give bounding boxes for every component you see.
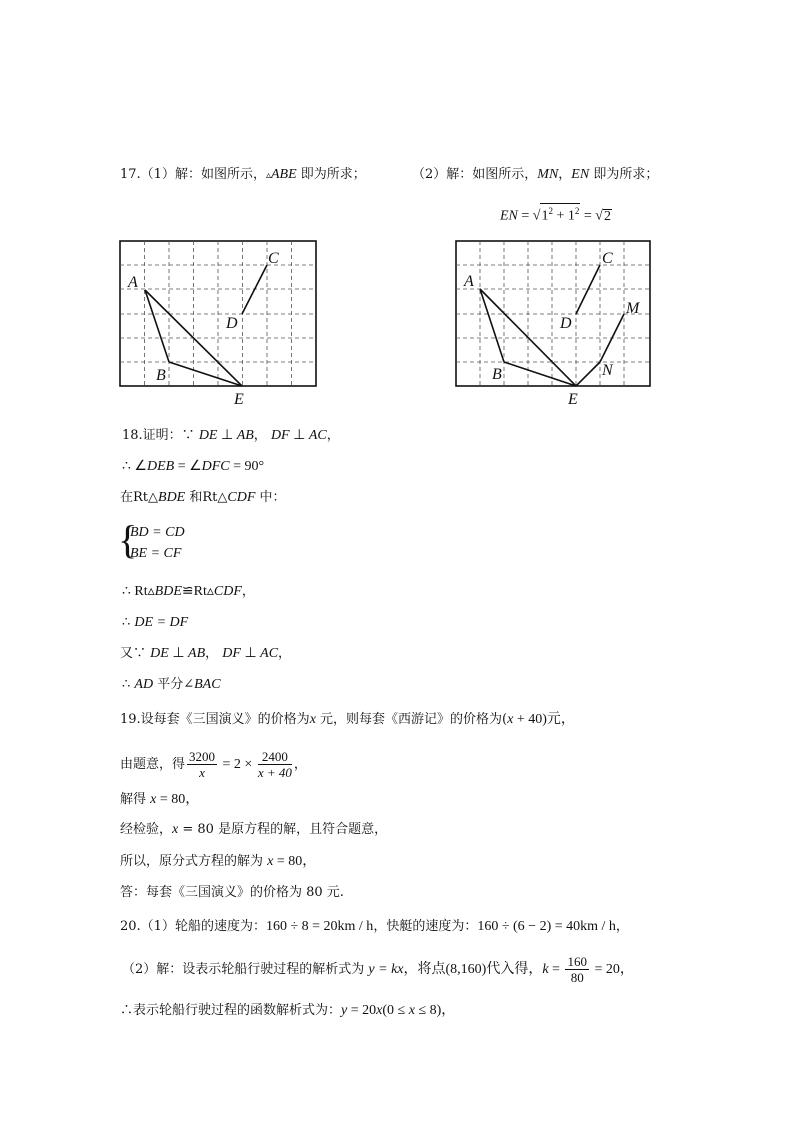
q18-l6-e: ， xyxy=(205,646,223,661)
fraction-numerator: 160 xyxy=(567,954,587,969)
q19-l5-a: 所以，原分式方程的解为 xyxy=(120,854,268,869)
q18-l6-i: ， xyxy=(278,646,292,661)
fraction-2400-x40 xyxy=(258,749,292,780)
q19-l2-a: 由题意，得 xyxy=(120,757,186,772)
q20-l1-c: ，快艇的速度为： xyxy=(373,919,478,934)
q20-l2-d: k xyxy=(542,962,549,977)
grid-border xyxy=(456,241,650,386)
exp-b: 2 xyxy=(574,206,580,216)
label-e: E xyxy=(234,391,244,408)
fraction-denominator: 80 xyxy=(570,970,584,985)
q19-l1-c: 元，则每套《西游记》的价格为( xyxy=(315,712,508,727)
q18-l6-b: DE xyxy=(150,646,169,661)
q18-l3-e: 中： xyxy=(255,490,286,505)
sqrt-sign: √ xyxy=(532,208,541,224)
q20-l2-a: （2）解：设表示轮船行驶过程的解析式为 xyxy=(122,962,369,977)
q19-l3-b: x xyxy=(150,792,157,807)
segment-cd xyxy=(576,265,600,314)
q18-l7-b: AD xyxy=(134,677,154,692)
fraction-160-80 xyxy=(565,954,589,985)
q18-l2-c: = ∠ xyxy=(174,459,202,474)
q19-l3-c: = 80， xyxy=(156,792,200,807)
q18-l2-b: DEB xyxy=(146,459,175,474)
fraction-denominator: x xyxy=(199,765,205,780)
q18-l2-e: = 90° xyxy=(229,459,265,474)
q18-l2-a: ∴ ∠ xyxy=(122,459,147,474)
q18-line-4 xyxy=(122,583,255,601)
q17-part2-line xyxy=(412,166,658,184)
q17-part1-line xyxy=(120,166,366,185)
q17-en-formula xyxy=(500,203,612,226)
q17-figure-1 xyxy=(112,236,332,408)
fraction-numerator: 2400 xyxy=(258,749,292,765)
q17-part1-suffix: 即为所求； xyxy=(296,167,366,182)
q18-l4-a: ∴ Rt▵ xyxy=(122,584,155,599)
q20-l2-f: = 20， xyxy=(590,962,634,977)
q19-line-4 xyxy=(120,821,387,839)
q18-line-5 xyxy=(122,614,188,632)
q18-l3-b: BDE xyxy=(158,490,186,505)
label-d: D xyxy=(226,315,238,332)
label-m: M xyxy=(626,300,640,317)
q18-l5-a: ∴ xyxy=(122,615,135,630)
grid-lines xyxy=(120,241,316,386)
q17-part2-suffix: 即为所求； xyxy=(589,167,659,182)
label-a: A xyxy=(464,273,474,290)
q18-l1-c: ⊥ xyxy=(217,428,237,443)
q18-l5-b: DE = DF xyxy=(134,615,189,630)
q20-l3-c: = 20 xyxy=(347,1003,377,1018)
q19-line-6 xyxy=(120,884,344,902)
q18-l1-g: ⊥ xyxy=(289,428,309,443)
radicand-a: 1 xyxy=(541,208,549,224)
q19-line-2 xyxy=(120,747,307,783)
label-e: E xyxy=(568,391,578,408)
q18-line-2 xyxy=(122,458,264,476)
q19-l1-a: 19.设每套《三国演义》的价格为 xyxy=(120,712,310,727)
q18-l4-c: ≌Rt▵ xyxy=(181,584,214,599)
q20-l3-f: x xyxy=(408,1003,415,1018)
q17-part2-mn: MN xyxy=(537,167,559,182)
formula-result: 2 xyxy=(603,208,611,224)
q18-l3-c: 和Rt△ xyxy=(185,490,228,505)
q18-l4-e: ， xyxy=(241,584,255,599)
q20-l1-e: ， xyxy=(615,919,629,934)
q18-l1-d: AB xyxy=(236,428,254,443)
label-c: C xyxy=(268,250,279,267)
q18-l6-a: 又∵ xyxy=(120,646,151,661)
q20-line-1 xyxy=(120,918,629,936)
q18-l1-h: AC xyxy=(308,428,327,443)
q18-l4-d: CDF xyxy=(213,584,242,599)
label-a: A xyxy=(128,274,138,291)
q18-l1-b: DE xyxy=(198,428,218,443)
q18-l1-i: ， xyxy=(326,428,340,443)
segment-cd xyxy=(242,265,267,314)
q18-line-3 xyxy=(120,489,286,507)
fraction-3200-x xyxy=(187,749,217,780)
q18-l1-f: DF xyxy=(270,428,290,443)
q20-l3-d: x xyxy=(376,1003,383,1018)
q19-line-1 xyxy=(120,711,575,729)
q18-l6-d: AB xyxy=(188,646,206,661)
grid-lines xyxy=(456,241,650,386)
q20-l1-b: 160 ÷ 8 = 20km / h xyxy=(265,919,374,934)
q18-l7-c: 平分∠ xyxy=(153,677,195,692)
q19-l4-b: x xyxy=(172,822,179,837)
q19-l1-d: x xyxy=(507,712,514,727)
label-d: D xyxy=(560,315,572,332)
q20-l3-a: ∴表示轮船行驶过程的函数解析式为： xyxy=(120,1003,342,1018)
fraction-numerator: 3200 xyxy=(189,749,216,764)
triangle-symbol: ▵ xyxy=(265,170,271,181)
q18-system-eq-1: BD = CD xyxy=(130,525,185,540)
label-b: B xyxy=(492,366,502,383)
q18-l1-a: 18.证明：∵ xyxy=(122,428,199,443)
formula-lhs: EN xyxy=(500,208,518,224)
q18-l3-a: 在Rt△ xyxy=(120,490,159,505)
q17-part1-tri-name: ABE xyxy=(270,167,297,182)
q18-line-6 xyxy=(120,645,291,663)
q18-l1-e: ， xyxy=(253,428,271,443)
formula-eq: = xyxy=(517,208,533,224)
system-brace: { xyxy=(118,517,138,562)
q19-l4-a: 经检验， xyxy=(120,822,173,837)
q19-l6: 答：每套《三国演义》的价格为 80 元. xyxy=(120,885,344,900)
q17-part2-sep: ， xyxy=(558,167,572,182)
q18-l7-d: BAC xyxy=(194,677,221,692)
q20-l2-b: y = kx xyxy=(368,962,404,977)
q18-l6-h: AC xyxy=(260,646,279,661)
sqrt-sign-2: √ xyxy=(595,208,603,224)
exp-a: 2 xyxy=(548,206,553,216)
radicand-plus: + xyxy=(552,208,568,224)
q18-l6-g: ⊥ xyxy=(240,646,261,661)
radicand-b: 1 xyxy=(567,208,575,224)
q19-l1-b: x xyxy=(309,712,316,727)
label-n: N xyxy=(602,362,613,379)
label-b: B xyxy=(156,367,166,384)
q20-l3-b: y xyxy=(341,1003,348,1018)
fraction-denominator: x + 40 xyxy=(257,765,292,780)
q19-l4-c: = 80 是原方程的解，且符合题意， xyxy=(178,822,388,837)
q17-part1-prefix: 17.（1）解：如图所示， xyxy=(120,167,266,182)
q18-l6-f: DF xyxy=(222,646,241,661)
q20-line-3 xyxy=(120,1002,455,1020)
q19-line-5 xyxy=(120,853,316,871)
q17-part2-en: EN xyxy=(571,167,590,182)
q18-l2-d: DFC xyxy=(201,459,230,474)
sqrt-radicand xyxy=(540,203,580,224)
q20-l3-g: ≤ 8)， xyxy=(414,1003,456,1018)
q20-l3-e: (0 ≤ xyxy=(382,1003,409,1018)
q18-line-1 xyxy=(122,427,340,445)
q18-l7-a: ∴ xyxy=(122,677,135,692)
q19-l5-b: x xyxy=(267,854,274,869)
q18-l4-b: BDE xyxy=(154,584,182,599)
q19-l3-a: 解得 xyxy=(120,792,151,807)
q17-figure-2 xyxy=(448,236,668,408)
q19-l1-e: + 40)元， xyxy=(513,712,575,727)
q20-line-2 xyxy=(122,952,634,988)
q18-line-7 xyxy=(122,676,221,694)
formula-eq2: = xyxy=(580,208,596,224)
q18-l6-c: ⊥ xyxy=(168,646,189,661)
q18-l3-d: CDF xyxy=(227,490,256,505)
q19-l5-c: = 80， xyxy=(273,854,317,869)
q20-l2-c: ，将点(8,160)代入得， xyxy=(403,962,543,977)
label-c: C xyxy=(602,250,613,267)
q20-l1-d: 160 ÷ (6 − 2) = 40km / h xyxy=(477,919,616,934)
q19-line-3 xyxy=(120,791,199,809)
q18-system-eq-2: BE = CF xyxy=(130,546,182,561)
q20-l1-a: 20.（1）轮船的速度为： xyxy=(120,919,266,934)
q20-l2-e: = xyxy=(548,962,564,977)
q19-l2-e: ， xyxy=(293,757,307,772)
q19-l2-mid: = 2 × xyxy=(219,757,256,772)
q17-part2-prefix: （2）解：如图所示， xyxy=(412,167,538,182)
